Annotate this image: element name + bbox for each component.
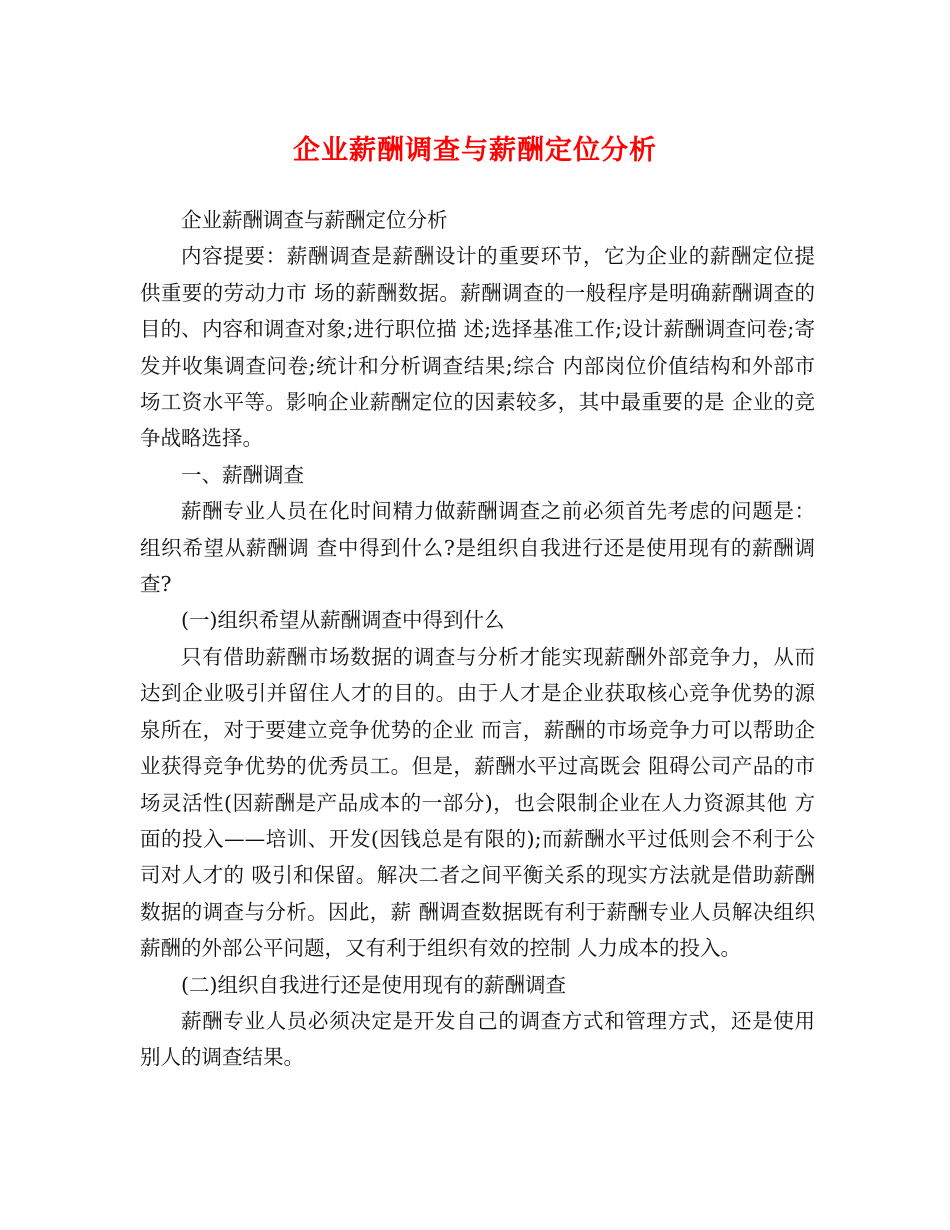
paragraph: 薪酬专业人员必须决定是开发自己的调查方式和管理方式，还是使用别人的调查结果。	[140, 1008, 815, 1070]
subsection-heading: (一)组织希望从薪酬调查中得到什么	[181, 608, 505, 633]
document-title: 企业薪酬调查与薪酬定位分析	[293, 135, 657, 166]
paragraph-abstract: 内容提要：薪酬调查是薪酬设计的重要环节，它为企业的薪酬定位提供重要的劳动力市 场的薪酬数据。薪酬调查的一般程序是明确薪酬调查的目的、内容和调查对象;进行职位描 述;选择基准工作;设计薪酬调查问卷;寄发并收集调查问卷;统计和分析调查结果;综合 内部岗位价值结构和外部市场工资水平等。影响企业薪酬定位的因素较多，其中最重要的是 企业的竞争战略选择。	[140, 244, 815, 451]
subsection-heading: (二)组织自我进行还是使用现有的薪酬调查	[181, 972, 566, 997]
paragraph: 薪酬专业人员在化时间精力做薪酬调查之前必须首先考虑的问题是：组织希望从薪酬调 查中得到什么?是组织自我进行还是使用现有的薪酬调查?	[140, 499, 815, 597]
document-body	[140, 202, 815, 1076]
paragraph-subtitle: 企业薪酬调查与薪酬定位分析	[181, 208, 448, 232]
paragraph: 只有借助薪酬市场数据的调查与分析才能实现薪酬外部竞争力，从而达到企业吸引并留住人才的目的。由于人才是企业获取核心竞争优势的源泉所在，对于要建立竞争优势的企业 而言，薪酬的市场竞争力可以帮助企业获得竞争优势的优秀员工。但是，薪酬水平过高既会 阻碍公司产品的市场灵活性(因薪酬是产品成本的一部分)，也会限制企业在人力资源其他 方面的投入——培训、开发(因钱总是有限的);而薪酬水平过低则会不利于公司对人才的 吸引和保留。解决二者之间平衡关系的现实方法就是借助薪酬数据的调查与分析。因此，薪 酬调查数据既有利于薪酬专业人员解决组织薪酬的外部公平问题，又有利于组织有效的控制 人力成本的投入。	[140, 644, 815, 961]
section-heading: 一、薪酬调查	[181, 462, 304, 487]
